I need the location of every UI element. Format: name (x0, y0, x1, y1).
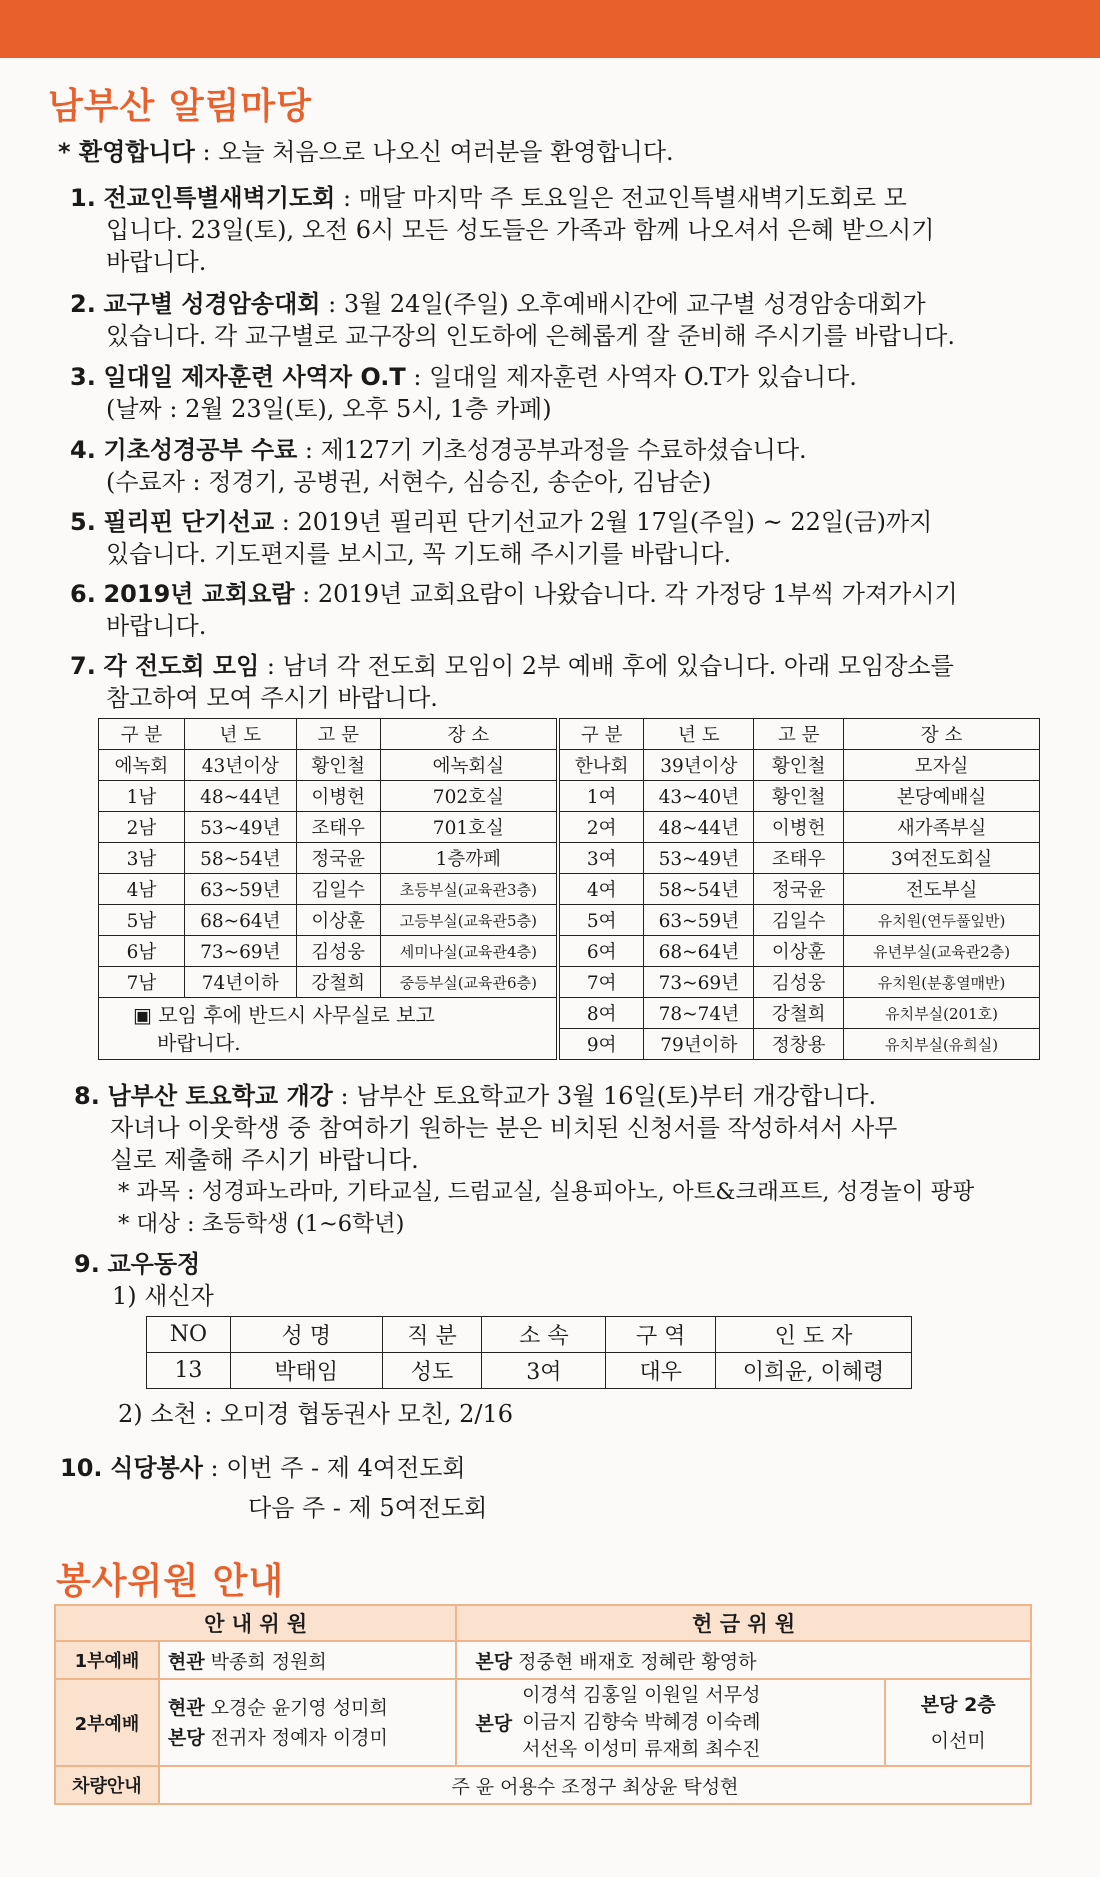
table-row (99, 998, 1040, 1029)
names: 이선미 (930, 1729, 986, 1752)
table-cell: 701호실 (380, 812, 558, 843)
table-cell: 1층까페 (380, 843, 558, 874)
notice-item-5-cont: 있습니다. 기도편지를 보시고, 꼭 기도해 주시기를 바랍니다. (106, 540, 732, 568)
table-cell: 유치부실(201호) (844, 998, 1040, 1029)
notice-item-5 (70, 506, 932, 538)
table-cell: 73~69년 (184, 936, 296, 967)
table-cell: 박태임 (230, 1353, 382, 1389)
table-cell: 에녹회 (99, 750, 185, 781)
column-header: 헌 금 위 원 (456, 1605, 1031, 1641)
notice-item-2-cont: 있습니다. 각 교구별로 교구장의 인도하에 은혜롭게 잘 준비해 주시기를 바랍니다. (106, 322, 955, 350)
table-cell: 702호실 (380, 781, 558, 812)
notice-item-8-subjects: * 과목 : 성경파노라마, 기타교실, 드럼교실, 실용피아노, 아트&크래프트, 성경놀이 팡팡 (118, 1179, 975, 1205)
location-key: 현관 (167, 1696, 205, 1719)
table-row (55, 1641, 1031, 1679)
table-cell: 6남 (99, 936, 185, 967)
names: 이경석 김홍일 이원일 서무성 (522, 1684, 761, 1706)
table-cell: 79년이하 (644, 1029, 754, 1060)
table-row (99, 967, 1040, 998)
item-number: 6. (70, 580, 96, 608)
item-text: : 매달 마지막 주 토요일은 전교인특별새벽기도회로 모 (335, 184, 907, 212)
offering-cell (456, 1641, 1031, 1679)
location-key: 현관 (167, 1650, 205, 1673)
table-cell: 74년이하 (184, 967, 296, 998)
table-cell: 7여 (558, 967, 644, 998)
column-header: 인 도 자 (716, 1317, 912, 1353)
table-cell: 강철희 (754, 998, 844, 1029)
notice-item-3 (70, 361, 857, 393)
table-cell: 김일수 (296, 874, 380, 905)
notice-item-2 (70, 288, 926, 320)
table-cell: 63~59년 (184, 874, 296, 905)
table-cell: 에녹회실 (380, 750, 558, 781)
notice-item-8 (74, 1080, 876, 1112)
table-cell: 김성웅 (296, 936, 380, 967)
note-line: ▣ 모임 후에 반드시 사무실로 보고 (133, 1002, 435, 1027)
item-text: : 2019년 필리핀 단기선교가 2월 17일(주일) ~ 22일(금)까지 (274, 508, 933, 536)
table-cell: 6여 (558, 936, 644, 967)
table-cell: 9여 (558, 1029, 644, 1060)
column-header: 년 도 (644, 719, 754, 750)
table-cell: 이병헌 (754, 812, 844, 843)
table-header-row (147, 1317, 912, 1353)
item-text: : 3월 24일(주일) 오후예배시간에 교구별 성경암송대회가 (320, 290, 926, 318)
table-cell: 7남 (99, 967, 185, 998)
table-cell: 5남 (99, 905, 185, 936)
table-cell: 이상훈 (296, 905, 380, 936)
names: 오경순 윤기영 성미희 (210, 1696, 388, 1719)
table-cell: 39년이상 (644, 750, 754, 781)
table-row (99, 905, 1040, 936)
column-header: 고 문 (296, 719, 380, 750)
item-title: 식당봉사 (110, 1454, 203, 1482)
table-cell: 이희윤, 이혜령 (716, 1353, 912, 1389)
table-cell: 본당예배실 (844, 781, 1040, 812)
table-cell: 유년부실(교육관2층) (844, 936, 1040, 967)
table-cell: 조태우 (296, 812, 380, 843)
row-label: 차량안내 (55, 1766, 159, 1804)
column-header: 구 분 (99, 719, 185, 750)
row-label: 2부예배 (55, 1679, 159, 1766)
column-header: 구 분 (558, 719, 644, 750)
table-cell: 황인철 (296, 750, 380, 781)
table-cell: 김성웅 (754, 967, 844, 998)
item-title: 교구별 성경암송대회 (103, 290, 321, 318)
table-row (55, 1679, 1031, 1766)
table-cell: 53~49년 (644, 843, 754, 874)
table-cell: 초등부실(교육관3층) (380, 874, 558, 905)
item-title: 교우동정 (107, 1250, 201, 1278)
item-number: 1. (70, 184, 96, 212)
welcome-line (58, 136, 674, 168)
table-row (147, 1353, 912, 1389)
item-number: 8. (74, 1082, 100, 1110)
table-cell: 유치원(연두풀잎반) (844, 905, 1040, 936)
condolence-line: 2) 소천 : 오미경 협동권사 모친, 2/16 (118, 1400, 514, 1428)
notice-item-8-cont: 자녀나 이웃학생 중 참여하기 원하는 분은 비치된 신청서를 작성하셔서 사무 (110, 1114, 898, 1142)
table-cell: 5여 (558, 905, 644, 936)
table-cell: 이상훈 (754, 936, 844, 967)
table-cell: 8여 (558, 998, 644, 1029)
item-text: : 일대일 제자훈련 사역자 O.T가 있습니다. (405, 363, 857, 391)
column-header: 장 소 (844, 719, 1040, 750)
table-cell: 중등부실(교육관6층) (380, 967, 558, 998)
item-title: 일대일 제자훈련 사역자 O.T (103, 363, 406, 391)
table-cell: 68~64년 (644, 936, 754, 967)
column-header: 직 분 (382, 1317, 482, 1353)
notice-item-9 (74, 1248, 200, 1280)
table-cell: 43~40년 (644, 781, 754, 812)
table-cell: 53~49년 (184, 812, 296, 843)
table-header-row (55, 1605, 1031, 1641)
notice-item-7 (70, 650, 954, 682)
table-row (99, 843, 1040, 874)
table-cell: 이병헌 (296, 781, 380, 812)
notice-item-7-cont: 참고하여 모여 주시기 바랍니다. (106, 684, 438, 712)
table-row (99, 812, 1040, 843)
table-cell: 3여전도회실 (844, 843, 1040, 874)
table-cell: 2여 (558, 812, 644, 843)
column-header: 안 내 위 원 (55, 1605, 456, 1641)
section-title-volunteers: 봉사위원 안내 (56, 1561, 285, 1602)
location-key: 본당 (475, 1650, 513, 1673)
table-row (99, 874, 1040, 905)
table-cell: 3여 (482, 1353, 606, 1389)
column-header: 구 역 (606, 1317, 716, 1353)
table-cell: 48~44년 (644, 812, 754, 843)
offering-cell (456, 1679, 885, 1766)
table-cell: 모자실 (844, 750, 1040, 781)
names: 서선옥 이성미 류재희 최수진 (522, 1738, 761, 1760)
notice-item-1 (70, 182, 907, 214)
table-cell: 13 (147, 1353, 231, 1389)
table-cell: 3남 (99, 843, 185, 874)
table-cell: 정국윤 (296, 843, 380, 874)
notice-item-1-cont: 바랍니다. (106, 248, 207, 276)
item-title: 필리핀 단기선교 (103, 508, 275, 536)
newcomer-subtitle: 1) 새신자 (112, 1282, 214, 1310)
names: 정중현 배재호 정혜란 황영하 (518, 1650, 757, 1673)
table-cell: 전도부실 (844, 874, 1040, 905)
notice-item-1-cont: 입니다. 23일(토), 오전 6시 모든 성도들은 가족과 함께 나오셔서 은혜 받으시기 (106, 216, 935, 244)
notice-item-10-cont: 다음 주 - 제 5여전도회 (248, 1494, 488, 1522)
column-header: 장 소 (380, 719, 558, 750)
table-cell: 조태우 (754, 843, 844, 874)
table-cell: 58~54년 (184, 843, 296, 874)
notice-item-3-cont: (날짜 : 2월 23일(토), 오후 5시, 1층 카페) (106, 395, 552, 423)
notice-item-8-target: * 대상 : 초등학생 (1~6학년) (118, 1211, 405, 1237)
item-title: 기초성경공부 수료 (103, 436, 298, 464)
table-row (99, 750, 1040, 781)
item-number: 5. (70, 508, 96, 536)
notice-item-8-cont: 실로 제출해 주시기 바랍니다. (110, 1146, 419, 1174)
table-cell: 유치부실(유희실) (844, 1029, 1040, 1060)
header-bar (0, 0, 1100, 58)
column-header: NO (147, 1317, 231, 1353)
item-number: 9. (74, 1250, 100, 1278)
table-cell: 43년이상 (184, 750, 296, 781)
table-cell: 정창용 (754, 1029, 844, 1060)
table-cell: 황인철 (754, 781, 844, 812)
table-cell: 성도 (382, 1353, 482, 1389)
table-cell: 세미나실(교육관4층) (380, 936, 558, 967)
location-key: 본당 (475, 1713, 513, 1735)
table-row (99, 781, 1040, 812)
notice-item-4-cont: (수료자 : 정경기, 공병권, 서현수, 심승진, 송순아, 김남순) (106, 468, 712, 496)
item-text: : 남부산 토요학교가 3월 16일(토)부터 개강합니다. (332, 1082, 877, 1110)
table-cell: 대우 (606, 1353, 716, 1389)
row-label: 1부예배 (55, 1641, 159, 1679)
item-title: 남부산 토요학교 개강 (107, 1082, 333, 1110)
table-cell: 김일수 (754, 905, 844, 936)
table-cell: 고등부실(교육관5층) (380, 905, 558, 936)
guide-cell (159, 1679, 457, 1766)
table-cell: 73~69년 (644, 967, 754, 998)
table-cell: 78~74년 (644, 998, 754, 1029)
vehicle-guide-names: 주 윤 어용수 조정구 최상윤 탁성현 (159, 1766, 1031, 1804)
notice-item-4 (70, 434, 807, 466)
table-row (55, 1766, 1031, 1804)
names: 이금지 김향숙 박혜경 이숙례 (522, 1711, 761, 1733)
item-text: : 남녀 각 전도회 모임이 2부 예배 후에 있습니다. 아래 모임장소를 (259, 652, 954, 680)
notice-item-10 (60, 1452, 466, 1484)
item-number: 2. (70, 290, 96, 318)
mission-group-table (98, 718, 1040, 1060)
table-row (99, 936, 1040, 967)
item-title: 2019년 교회요람 (103, 580, 295, 608)
table-header-row (99, 719, 1040, 750)
item-text: : 제127기 기초성경공부과정을 수료하셨습니다. (297, 436, 807, 464)
table-cell: 68~64년 (184, 905, 296, 936)
table-cell: 63~59년 (644, 905, 754, 936)
notice-item-6-cont: 바랍니다. (106, 612, 207, 640)
table-cell: 4여 (558, 874, 644, 905)
table-cell: 2남 (99, 812, 185, 843)
welcome-key: * 환영합니다 (58, 138, 195, 166)
table-cell: 1남 (99, 781, 185, 812)
section-title-notices: 남부산 알림마당 (48, 86, 312, 127)
table-note (99, 998, 559, 1060)
item-text: : 2019년 교회요람이 나왔습니다. 각 가정당 1부씩 가져가시기 (294, 580, 958, 608)
table-cell: 58~54년 (644, 874, 754, 905)
names: 박종희 정원희 (210, 1650, 327, 1673)
newcomer-table (146, 1316, 912, 1389)
note-line: 바랍니다. (157, 1030, 241, 1055)
location-key: 본당 (167, 1726, 205, 1749)
table-cell: 황인철 (754, 750, 844, 781)
table-cell: 유치원(분홍열매반) (844, 967, 1040, 998)
table-cell: 정국윤 (754, 874, 844, 905)
table-cell: 한나회 (558, 750, 644, 781)
column-header: 성 명 (230, 1317, 382, 1353)
column-header: 년 도 (184, 719, 296, 750)
item-number: 4. (70, 436, 96, 464)
notice-item-6 (70, 578, 958, 610)
table-cell: 1여 (558, 781, 644, 812)
offering-extra-cell (885, 1679, 1031, 1766)
item-number: 10. (60, 1454, 103, 1482)
table-cell: 4남 (99, 874, 185, 905)
welcome-text: : 오늘 처음으로 나오신 여러분을 환영합니다. (194, 138, 674, 166)
table-cell: 강철희 (296, 967, 380, 998)
item-number: 7. (70, 652, 96, 680)
names: 전귀자 정예자 이경미 (210, 1726, 388, 1749)
table-cell: 48~44년 (184, 781, 296, 812)
table-cell: 3여 (558, 843, 644, 874)
table-cell: 새가족부실 (844, 812, 1040, 843)
item-title: 전교인특별새벽기도회 (103, 184, 336, 212)
column-header: 소 속 (482, 1317, 606, 1353)
volunteer-table (54, 1604, 1032, 1805)
item-number: 3. (70, 363, 96, 391)
guide-cell (159, 1641, 457, 1679)
location-key: 본당 2층 (920, 1693, 996, 1716)
column-header: 고 문 (754, 719, 844, 750)
item-title: 각 전도회 모임 (103, 652, 260, 680)
item-text: : 이번 주 - 제 4여전도회 (202, 1454, 466, 1482)
